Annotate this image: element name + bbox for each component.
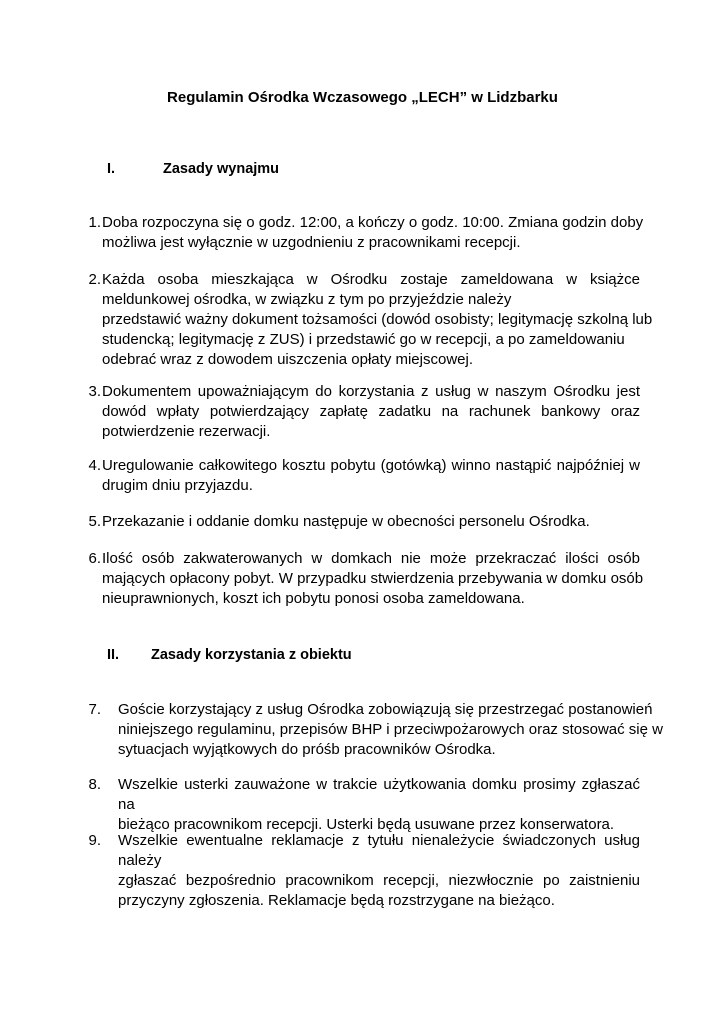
item-line: nieuprawnionych, koszt ich pobytu ponosi osoba zameldowana. <box>102 590 525 607</box>
item-line: bieżąco pracownikom recepcji. Usterki będą usuwane przez konserwatora. <box>118 816 615 833</box>
list-item-8 <box>80 775 640 835</box>
item-number: 9. <box>88 832 101 849</box>
item-line: niniejszego regulaminu, przepisów BHP i przeciwpożarowych oraz stosować się w <box>118 721 663 738</box>
item-number: 4. <box>88 457 101 474</box>
item-number: 5. <box>88 513 101 530</box>
item-number: 7. <box>88 701 101 718</box>
list-item-5 <box>80 512 640 532</box>
item-line: Każda osoba mieszkająca w Ośrodku zostaje zameldowana w książce <box>102 271 640 288</box>
item-line: możliwa jest wyłącznie w uzgodnieniu z pracownikami recepcji. <box>102 234 521 251</box>
item-line: przyczyny zgłoszenia. Reklamacje będą rozstrzygane na bieżąco. <box>118 892 555 909</box>
item-line: sytuacjach wyjątkowych do próśb pracowników Ośrodka. <box>118 741 496 758</box>
item-number: 2. <box>88 271 101 288</box>
item-line: Ilość osób zakwaterowanych w domkach nie może przekraczać ilości osób <box>102 550 640 567</box>
list-item-4 <box>80 456 640 496</box>
item-line: przedstawić ważny dokument tożsamości (dowód osobisty; legitymację szkolną lub <box>102 311 653 328</box>
item-line: studencką; legitymację z ZUS) i przedstawić go w recepcji, a po zameldowaniu <box>102 331 625 348</box>
item-line: mających opłacony pobyt. W przypadku stwierdzenia przebywania w domku osób <box>102 570 644 587</box>
list-item-1 <box>80 213 644 253</box>
item-line: zgłaszać bezpośrednio pracownikom recepcji, niezwłocznie po zaistnieniu <box>118 872 640 889</box>
item-line: potwierdzenie rezerwacji. <box>102 423 271 440</box>
section-1-number: I. <box>107 161 116 177</box>
item-number: 1. <box>88 214 101 231</box>
item-line: dowód wpłaty potwierdzający zapłatę zadatku na rachunek bankowy oraz <box>102 403 640 420</box>
item-number: 8. <box>88 776 101 793</box>
section-2-number: II. <box>107 647 120 663</box>
item-line: Przekazanie i oddanie domku następuje w obecności personelu Ośrodka. <box>102 513 590 530</box>
item-line: Goście korzystający z usług Ośrodka zobowiązują się przestrzegać postanowień <box>118 701 653 718</box>
list-item-2 <box>80 270 653 370</box>
list-item-7 <box>80 700 663 760</box>
section-2-title: Zasady korzystania z obiektu <box>151 647 352 663</box>
item-line: Wszelkie usterki zauważone w trakcie użytkowania domku prosimy zgłaszać na <box>118 776 640 813</box>
item-line: meldunkowej ośrodka, w związku z tym po przyjeździe należy <box>102 291 512 308</box>
item-line: odebrać wraz z dowodem uiszczenia opłaty miejscowej. <box>102 351 474 368</box>
item-line: Uregulowanie całkowitego kosztu pobytu (gotówką) winno nastąpić najpóźniej w <box>102 457 640 474</box>
item-line: drugim dniu przyjazdu. <box>102 477 253 494</box>
list-item-6 <box>80 549 644 609</box>
section-1-title: Zasady wynajmu <box>163 161 280 177</box>
document-title: Regulamin Ośrodka Wczasowego „LECH” w Lidzbarku <box>167 89 558 106</box>
item-line: Doba rozpoczyna się o godz. 12:00, a kończy o godz. 10:00. Zmiana godzin doby <box>102 214 644 231</box>
item-line: Dokumentem upoważniającym do korzystania z usług w naszym Ośrodku jest <box>102 383 640 400</box>
item-line: Wszelkie ewentualne reklamacje z tytułu nienależycie świadczonych usług należy <box>118 832 640 869</box>
list-item-3 <box>80 382 640 442</box>
list-item-9 <box>80 831 640 911</box>
item-number: 3. <box>88 383 101 400</box>
item-number: 6. <box>88 550 101 567</box>
